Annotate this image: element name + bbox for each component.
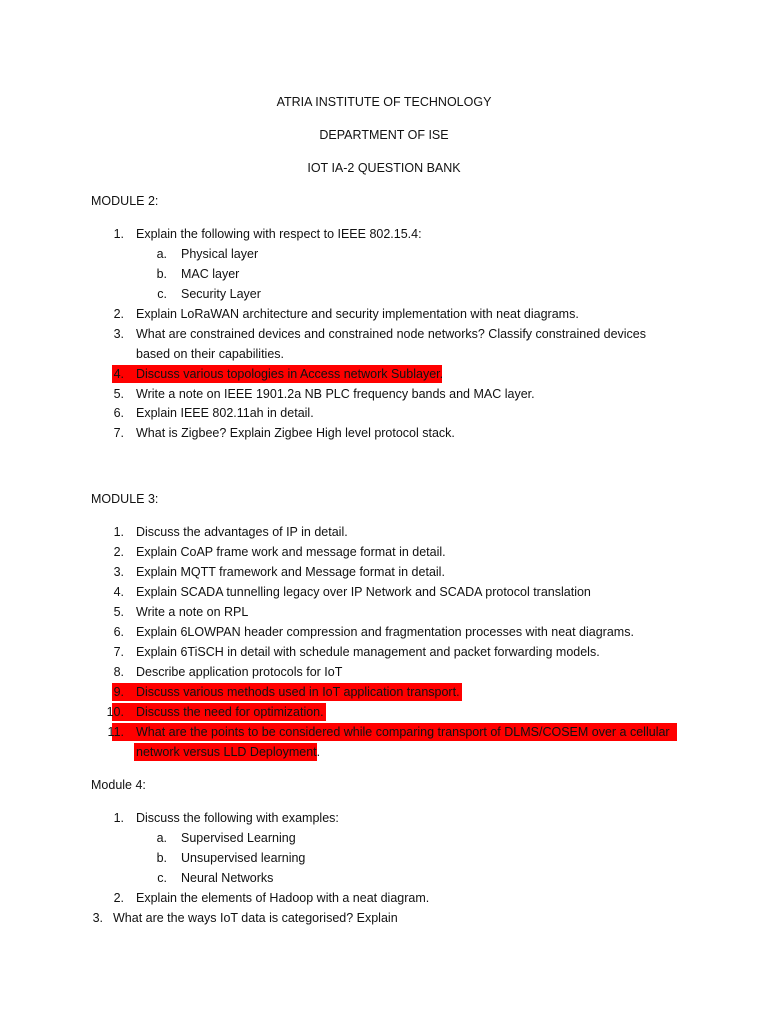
m2-q1c-text: Security Layer: [181, 287, 261, 301]
m3-q5-text: Write a note on RPL: [136, 605, 249, 619]
m2-q1b-text: MAC layer: [181, 267, 240, 281]
m2-q6-number: 6.: [113, 406, 124, 420]
m3-q4-number: 4.: [113, 585, 124, 599]
m3-q5-number: 5.: [113, 605, 124, 619]
m2-q1c-number: c.: [157, 287, 167, 301]
m4-q1b-number: b.: [156, 851, 167, 865]
m2-q1b-number: b.: [156, 267, 167, 281]
m4-q1a-text: Supervised Learning: [181, 831, 296, 845]
m3-q11-period: .: [316, 745, 321, 759]
m4-q1a-number: a.: [156, 831, 167, 845]
m3-q8-text: Describe application protocols for IoT: [136, 665, 343, 679]
m2-q4-number: 4.: [113, 367, 124, 381]
institute-name: ATRIA INSTITUTE OF TECHNOLOGY: [276, 95, 492, 109]
m2-q7-number: 7.: [113, 426, 124, 440]
m4-q3-text: What are the ways IoT data is categorised? Explain: [113, 911, 398, 925]
m2-q2-text: Explain LoRaWAN architecture and security implementation with neat diagrams.: [136, 307, 579, 321]
m4-q1-text: Discuss the following with examples:: [136, 811, 339, 825]
m2-q1a-number: a.: [156, 247, 167, 261]
department-name: DEPARTMENT OF ISE: [319, 128, 449, 142]
m2-q3-text: What are constrained devices and constrained node networks? Classify constrained devices: [136, 327, 646, 341]
m2-q2-number: 2.: [113, 307, 124, 321]
m3-q9-text: Discuss various methods used in IoT application transport.: [136, 685, 460, 699]
m2-q6-text: Explain IEEE 802.11ah in detail.: [136, 406, 314, 420]
m3-q6-number: 6.: [113, 625, 124, 639]
m4-q3-number: 3.: [92, 911, 103, 925]
m3-q3-text: Explain MQTT framework and Message format in detail.: [136, 565, 445, 579]
m4-q1c-text: Neural Networks: [181, 871, 274, 885]
m2-q3-text-continued: based on their capabilities.: [136, 347, 285, 361]
m4-q2-text: Explain the elements of Hadoop with a neat diagram.: [136, 891, 430, 905]
m2-q1-text: Explain the following with respect to IEEE 802.15.4:: [136, 227, 422, 241]
m2-q1-number: 1.: [113, 227, 124, 241]
m4-q1-number: 1.: [113, 811, 124, 825]
m3-q11-text: What are the points to be considered while comparing transport of DLMS/COSEM over a cellular: [136, 725, 670, 739]
m3-q1-text: Discuss the advantages of IP in detail.: [136, 525, 348, 539]
m3-q11-text-continued: network versus LLD Deployment: [136, 745, 317, 759]
m4-q2-number: 2.: [113, 891, 124, 905]
m3-q10-text: Discuss the need for optimization.: [136, 705, 324, 719]
m3-q4-text: Explain SCADA tunnelling legacy over IP Network and SCADA protocol translation: [136, 585, 591, 599]
m3-q9-number: 9.: [113, 685, 124, 699]
m3-q7-text: Explain 6TiSCH in detail with schedule management and packet forwarding models.: [136, 645, 600, 659]
document-title: IOT IA-2 QUESTION BANK: [307, 161, 461, 175]
m3-q2-text: Explain CoAP frame work and message format in detail.: [136, 545, 446, 559]
m3-q10-number: 10.: [106, 705, 124, 719]
m3-q11-number: 11.: [107, 725, 124, 739]
m3-q7-number: 7.: [113, 645, 124, 659]
m4-q1b-text: Unsupervised learning: [181, 851, 306, 865]
m2-q1a-text: Physical layer: [181, 247, 259, 261]
module4-heading: Module 4:: [91, 778, 146, 792]
m2-q5-number: 5.: [113, 387, 124, 401]
m4-q1c-number: c.: [157, 871, 167, 885]
m3-q2-number: 2.: [113, 545, 124, 559]
m2-q5-text: Write a note on IEEE 1901.2a NB PLC frequency bands and MAC layer.: [136, 387, 535, 401]
m3-q3-number: 3.: [113, 565, 124, 579]
m3-q8-number: 8.: [113, 665, 124, 679]
m2-q7-text: What is Zigbee? Explain Zigbee High level protocol stack.: [136, 426, 455, 440]
m2-q4-text: Discuss various topologies in Access network Sublayer.: [136, 367, 444, 381]
module2-heading: MODULE 2:: [91, 194, 159, 208]
m2-q3-number: 3.: [113, 327, 124, 341]
module3-heading: MODULE 3:: [91, 492, 159, 506]
m3-q1-number: 1.: [113, 525, 124, 539]
m3-q6-text: Explain 6LOWPAN header compression and fragmentation processes with neat diagrams.: [136, 625, 634, 639]
